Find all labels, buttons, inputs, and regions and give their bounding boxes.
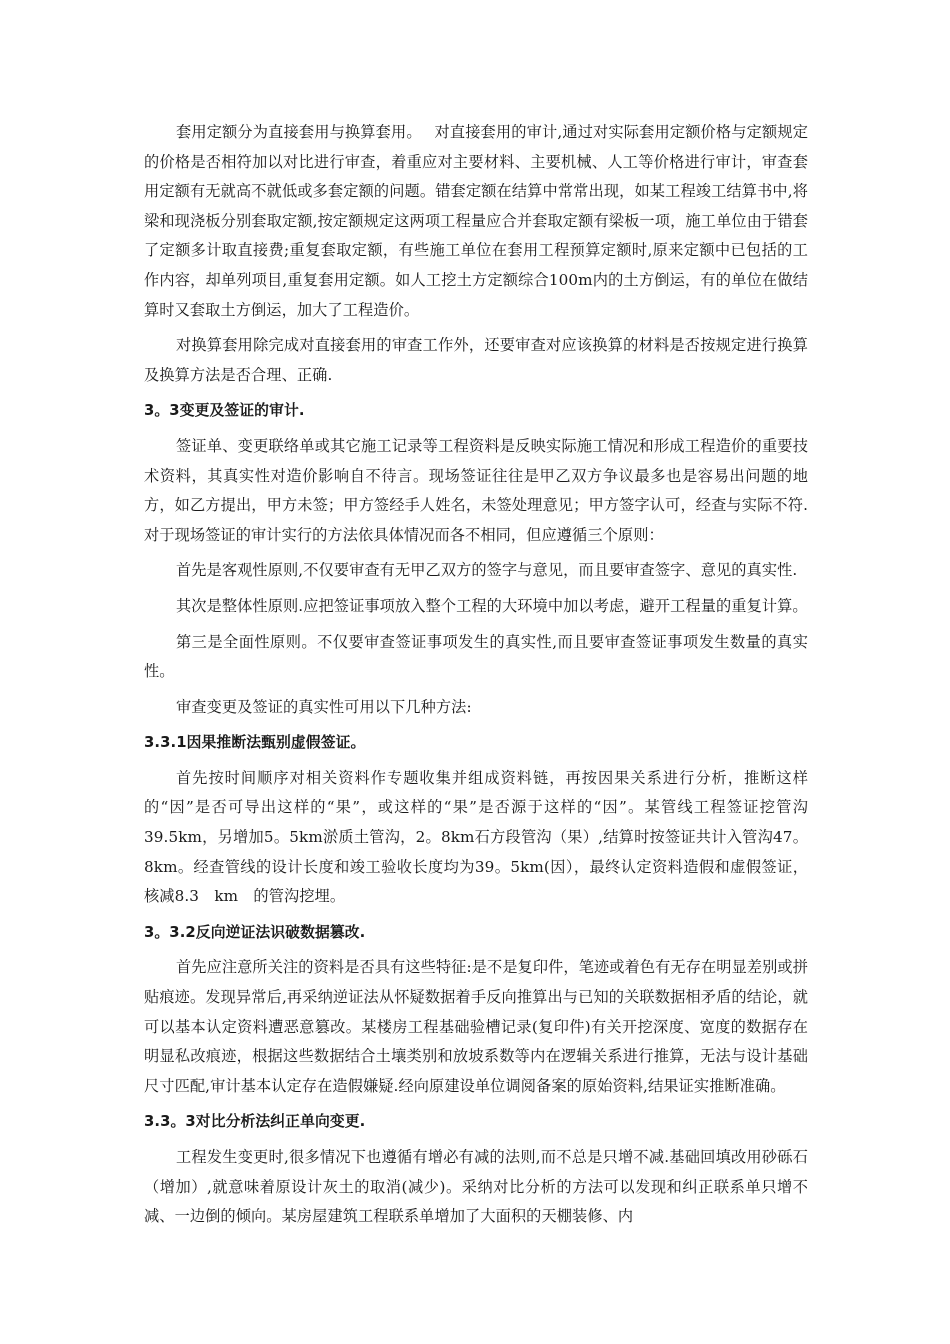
document-body <box>144 118 808 1238</box>
paragraph-reverse-proof: 首先应注意所关注的资料是否具有这些特征:是不是复印件，笔迹或着色有无存在明显差别或拼贴痕迹。发现异常后,再采纳逆证法从怀疑数据着手反向推算出与已知的关联数据相矛盾的结论，就可以基本认定资料遭恶意篡改。某楼房工程基础验槽记录(复印件)有关开挖深度、宽度的数据存在明显私改痕迹，根据这些数据结合土壤类别和放坡系数等内在逻辑关系进行推算，无法与设计基础尺寸匹配,审计基本认定存在造假嫌疑.经向原建设单位调阅备案的原始资料,结果证实推断准确。 <box>144 958 809 1095</box>
paragraph-objectivity-principle: 首先是客观性原则,不仅要审查有无甲乙双方的签字与意见，而且要审查签字、意见的真实性. <box>176 561 798 580</box>
section-heading-3-3-3: 3.3。3对比分析法纠正单向变更. <box>144 1113 366 1131</box>
paragraph-comprehensive-principle: 第三是全面性原则。不仅要审查签证事项发生的真实性,而且要审查签证事项发生数量的真实性。 <box>144 632 808 681</box>
paragraph-comparative-analysis: 工程发生变更时,很多情况下也遵循有增必有减的法则,而不总是只增不减.基础回填改用砂砾石（增加）,就意味着原设计灰土的取消(减少)。采纳对比分析的方法可以发现和纠正联系单只增不减、一边倒的倾向。某房屋建筑工程联系单增加了大面积的天棚装修、内 <box>144 1148 808 1226</box>
paragraph-methods-intro: 审查变更及签证的真实性可用以下几种方法: <box>176 697 472 716</box>
paragraph-conversion-quota: 对换算套用除完成对直接套用的审查工作外，还要审查对应该换算的材料是否按规定进行换算及换算方法是否合理、正确. <box>144 336 808 384</box>
paragraph-direct-quota: 套用定额分为直接套用与换算套用。 对直接套用的审计,通过对实际套用定额价格与定额规定的价格是否相符加以对比进行审查，着重应对主要材料、主要机械、人工等价格进行审计，审查套用定额有无就高不就低或多套定额的问题。错套定额在结算中常常出现，如某工程竣工结算书中,将梁和现浇板分别套取定额,按定额规定这两项工程量应合并套取定额有梁板一项，施工单位由于错套了定额多计取直接费;重复套取定额，有些施工单位在套用工程预算定额时,原来定额中已包括的工作内容，却单列项目,重复套用定额。如人工挖土方定额综合100m内的土方倒运，有的单位在做结算时又套取土方倒运，加大了工程造价。 <box>144 123 808 319</box>
section-heading-3-3-2: 3。3.2反向逆证法识破数据篡改. <box>144 923 366 941</box>
paragraph-causal-inference: 首先按时间顺序对相关资料作专题收集并组成资料链，再按因果关系进行分析，推断这样的“因”是否可导出这样的“果”，或这样的“果”是否源于这样的“因”。某管线工程签证挖管沟39.5km，另增加5。5km淤质土管沟，2。8km石方段管沟（果）,结算时按签证共计入管沟47。8km。经查管线的设计长度和竣工验收长度均为39。5km(因），最终认定资料造假和虚假签证，核减8.3 km 的管沟挖埋。 <box>144 768 808 906</box>
paragraph-integrity-principle: 其次是整体性原则.应把签证事项放入整个工程的大环境中加以考虑，避开工程量的重复计算。 <box>176 596 808 615</box>
section-heading-3-3: 3。3变更及签证的审计. <box>144 402 305 420</box>
section-heading-3-3-1: 3.3.1因果推断法甄别虚假签证。 <box>144 734 366 752</box>
paragraph-visa-materials: 签证单、变更联络单或其它施工记录等工程资料是反映实际施工情况和形成工程造价的重要技术资料，其真实性对造价影响自不待言。现场签证往往是甲乙双方争议最多也是容易出问题的地方，如乙方提出，甲方未签；甲方签经手人姓名，未签处理意见；甲方签字认可，经查与实际不符.对于现场签证的审计实行的方法依具体情况而各不相同，但应遵循三个原则： <box>144 436 808 544</box>
